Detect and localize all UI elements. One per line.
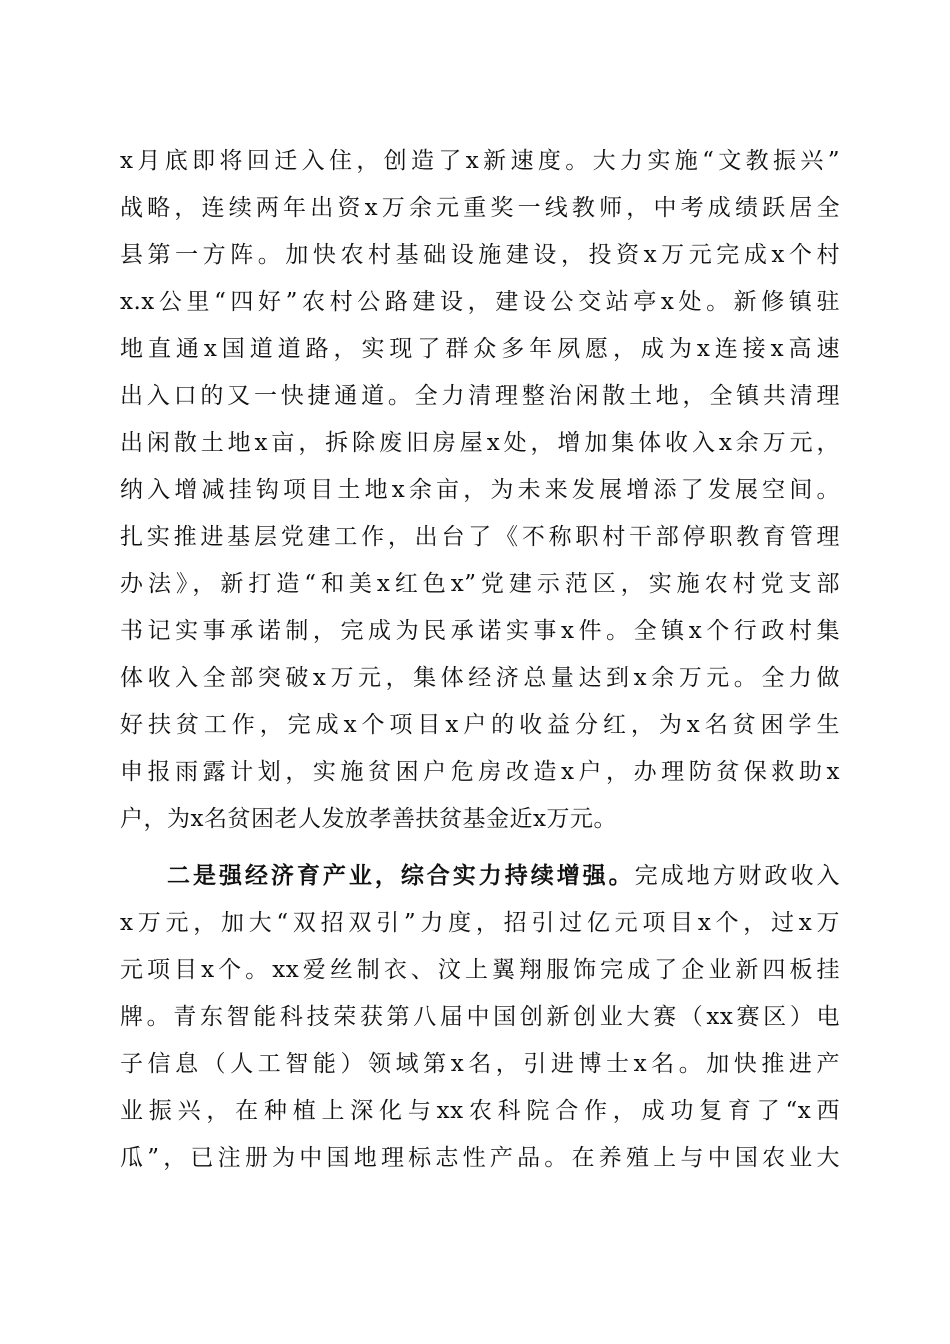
paragraph-2-line-2: x万元，加大“双招双引”力度，招引过亿元项目x个，过x万 — [120, 910, 840, 936]
paragraph-1-line-8: 纳入增减挂钩项目土地x余亩，为未来发展增添了发展空间。 — [120, 477, 840, 503]
paragraph-1-line-5: 地直通x国道道路，实现了群众多年夙愿，成为x连接x高速 — [120, 336, 840, 362]
paragraph-2-line-3: 元项目x个。xx爱丝制衣、汶上翼翔服饰完成了企业新四板挂 — [120, 957, 840, 983]
paragraph-1-line-14: 申报雨露计划，实施贫困户危房改造x户，办理防贫保救助x — [120, 759, 840, 785]
paragraph-1-line-1: x月底即将回迁入住，创造了x新速度。大力实施“文教振兴” — [120, 148, 840, 174]
paragraph-2-first-line-rest: 完成地方财政收入 — [634, 863, 841, 889]
paragraph-1-line-15: 户，为x名贫困老人发放孝善扶贫基金近x万元。 — [120, 806, 617, 832]
paragraph-1-line-9: 扎实推进基层党建工作，出台了《不称职村干部停职教育管理 — [120, 524, 840, 550]
paragraph-2-line-7: 瓜”，已注册为中国地理标志性产品。在养殖上与中国农业大 — [120, 1145, 840, 1171]
paragraph-1-line-10: 办法》，新打造“和美x红色x”党建示范区，实施农村党支部 — [120, 571, 840, 597]
paragraph-1-line-13: 好扶贫工作，完成x个项目x户的收益分红，为x名贫困学生 — [120, 712, 840, 738]
paragraph-2-line-6: 业振兴，在种植上深化与xx农科院合作，成功复育了“x西 — [120, 1098, 840, 1124]
paragraph-1-line-7: 出闲散土地x亩，拆除废旧房屋x处，增加集体收入x余万元， — [120, 430, 840, 456]
paragraph-1-line-2: 战略，连续两年出资x万余元重奖一线教师，中考成绩跃居全 — [120, 195, 840, 221]
paragraph-2-line-4: 牌。青东智能科技荣获第八届中国创新创业大赛（xx赛区）电 — [120, 1004, 840, 1030]
paragraph-1-line-3: 县第一方阵。加快农村基础设施建设，投资x万元完成x个村 — [120, 242, 840, 268]
paragraph-1-line-6: 出入口的又一快捷通道。全力清理整治闲散土地，全镇共清理 — [120, 383, 840, 409]
paragraph-1-line-11: 书记实事承诺制，完成为民承诺实事x件。全镇x个行政村集 — [120, 618, 840, 644]
paragraph-2-heading: 二是强经济育产业，综合实力持续增强。 — [167, 862, 635, 889]
paragraph-2-line-5: 子信息（人工智能）领域第x名，引进博士x名。加快推进产 — [120, 1051, 840, 1077]
paragraph-1-line-12: 体收入全部突破x万元，集体经济总量达到x余万元。全力做 — [120, 665, 840, 691]
paragraph-2-line-1 — [167, 856, 840, 896]
paragraph-1-line-4: x.x公里“四好”农村公路建设，建设公交站亭x处。新修镇驻 — [120, 289, 840, 315]
